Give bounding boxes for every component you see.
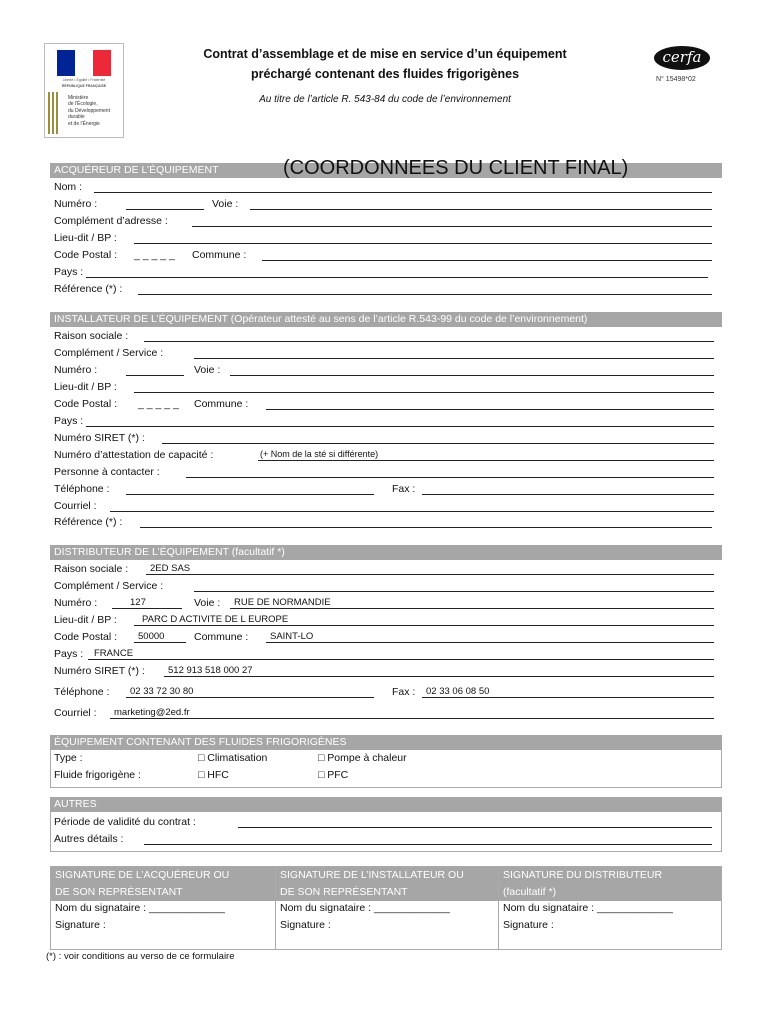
inst-raison-row: Raison sociale : (54, 328, 714, 345)
inst-lieudit-row: Lieu-dit / BP : (54, 379, 714, 396)
sig-inst-nom[interactable]: Nom du signataire : _____________ (280, 902, 450, 914)
pompe-chaleur-checkbox[interactable]: □ Pompe à chaleur (318, 752, 407, 764)
dist-numero-value: 127 (130, 597, 146, 608)
inst-pays-row: Pays : (54, 413, 714, 430)
section-acquereur-heading: ACQUÉREUR DE L’ÉQUIPEMENT (50, 163, 722, 178)
acq-complement-field[interactable] (192, 214, 712, 227)
acq-lieudit-row: Lieu-dit / BP : (54, 230, 714, 247)
form-title: Contrat d’assemblage et de mise en service d’un équipement préchargé contenant des fluides frigorigènes (203, 47, 567, 81)
acq-cp-field[interactable]: _ _ _ _ _ (134, 249, 175, 261)
rf-name: RÉPUBLIQUE FRANÇAISE (61, 84, 107, 88)
inst-numero-field[interactable] (126, 363, 184, 376)
signature-acquereur (51, 867, 276, 949)
autres-details-field[interactable] (144, 832, 712, 845)
cerfa-logo: cerfa (654, 46, 710, 70)
autres-periode-row: Période de validité du contrat : (54, 814, 714, 831)
dist-courriel-value: marketing@2ed.fr (114, 707, 190, 718)
inst-raison-field[interactable] (144, 329, 714, 342)
dist-raison-row: Raison sociale : 2ED SAS (54, 561, 714, 578)
dist-pays-field[interactable] (88, 647, 714, 660)
sig-acq-signature[interactable]: Signature : (55, 919, 106, 931)
dist-siret-field[interactable] (164, 664, 714, 677)
section-autres-heading: AUTRES (50, 797, 722, 812)
dist-complement-row: Complément / Service : (54, 578, 714, 595)
dist-commune-field[interactable] (266, 630, 714, 643)
section-distributeur-heading: DISTRIBUTEUR DE L’ÉQUIPEMENT (facultatif *) (50, 545, 722, 560)
acq-numero-field[interactable] (126, 197, 204, 210)
dist-telephone-value: 02 33 72 30 80 (130, 686, 194, 697)
cerfa-number: N° 15498*02 (656, 76, 696, 83)
sig-dist-heading: SIGNATURE DU DISTRIBUTEUR (facultatif *) (499, 867, 721, 901)
inst-personne-row: Personne à contacter : (54, 464, 714, 481)
sig-inst-heading: SIGNATURE DE L’INSTALLATEUR OU DE SON REPRÉSENTANT (276, 867, 498, 901)
ministry-logo-icon (47, 92, 61, 134)
acq-commune-field[interactable] (262, 248, 712, 261)
periode-validite-field[interactable] (238, 815, 712, 828)
acq-lieudit-field[interactable] (134, 231, 712, 244)
section-installateur-heading: INSTALLATEUR DE L’ÉQUIPEMENT (Opérateur attesté au sens de l’article R.543-99 du code de l’environnement) (50, 312, 722, 327)
french-flag-icon (57, 50, 111, 76)
inst-courriel-row: Courriel : (54, 498, 714, 515)
inst-attestation-row: Numéro d’attestation de capacité : (+ Nom de la sté si différente) (54, 447, 714, 464)
inst-commune-field[interactable] (266, 397, 714, 410)
inst-cp-field[interactable]: _ _ _ _ _ (138, 398, 179, 410)
rf-motto: Liberté • Égalité • Fraternité (62, 78, 106, 82)
dist-lieudit-field[interactable] (134, 613, 714, 626)
dist-telephone-field[interactable] (126, 685, 374, 698)
inst-siret-field[interactable] (162, 431, 714, 444)
climatisation-checkbox[interactable]: □ Climatisation (198, 752, 268, 764)
signature-installateur (276, 867, 499, 949)
dist-courriel-field[interactable] (110, 706, 714, 719)
sig-acq-nom[interactable]: Nom du signataire : _____________ (55, 902, 225, 914)
inst-lieudit-field[interactable] (134, 380, 714, 393)
inst-reference-row: Référence (*) : (54, 514, 714, 531)
inst-siret-row: Numéro SIRET (*) : (54, 430, 714, 447)
hfc-checkbox[interactable]: □ HFC (198, 769, 229, 781)
inst-complement-field[interactable] (194, 346, 714, 359)
signature-distributeur (499, 867, 721, 949)
ministry-name: Ministère de l'Écologie, du Développement durable et de l'Énergie (68, 95, 110, 127)
dist-complement-field[interactable] (194, 579, 714, 592)
dist-siret-row: Numéro SIRET (*) : 512 913 518 000 27 (54, 663, 714, 680)
inst-numero-row: Numéro : Voie : (54, 362, 714, 379)
dist-voie-value: RUE DE NORMANDIE (234, 597, 331, 608)
inst-courriel-field[interactable] (110, 499, 714, 512)
dist-fax-field[interactable] (422, 685, 714, 698)
acq-nom-row: Nom : (54, 179, 714, 196)
sig-dist-nom[interactable]: Nom du signataire : _____________ (503, 902, 673, 914)
dist-numero-field[interactable] (112, 596, 182, 609)
sig-dist-signature[interactable]: Signature : (503, 919, 554, 931)
inst-attestation-value: (+ Nom de la sté si différente) (260, 449, 379, 459)
inst-personne-field[interactable] (186, 465, 714, 478)
form-subtitle: Au titre de l’article R. 543-84 du code de l’environnement (259, 94, 511, 105)
equip-fluide-row: Fluide frigorigène : □ HFC □ PFC (54, 767, 714, 784)
acq-numero-row: Numéro : Voie : (54, 196, 714, 213)
dist-cp-row: Code Postal : 50000 Commune : SAINT-LO (54, 629, 714, 646)
inst-cp-row: Code Postal : _ _ _ _ _ Commune : (54, 396, 714, 413)
dist-cp-value: 50000 (138, 631, 165, 642)
acq-reference-field[interactable] (138, 282, 712, 295)
inst-voie-field[interactable] (230, 363, 714, 376)
dist-cp-field[interactable] (134, 630, 186, 643)
footnote: (*) : voir conditions au verso de ce formulaire (46, 951, 235, 962)
equip-type-row: Type : □ Climatisation □ Pompe à chaleur (54, 750, 714, 767)
inst-fax-field[interactable] (422, 482, 714, 495)
inst-complement-row: Complément / Service : (54, 345, 714, 362)
sig-acq-heading: SIGNATURE DE L’ACQUÉREUR OU DE SON REPRÉSENTANT (51, 867, 275, 901)
dist-lieudit-row: Lieu-dit / BP : PARC D ACTIVITE DE L EUROPE (54, 612, 714, 629)
dist-lieudit-value: PARC D ACTIVITE DE L EUROPE (142, 614, 289, 625)
dist-telephone-row: Téléphone : 02 33 72 30 80 Fax : 02 33 06 08 50 (54, 684, 714, 701)
client-final-note: (COORDONNEES DU CLIENT FINAL) (283, 157, 629, 179)
acq-reference-row: Référence (*) : (54, 281, 714, 298)
acq-complement-row: Complément d’adresse : (54, 213, 714, 230)
inst-pays-field[interactable] (86, 414, 714, 427)
dist-raison-value: 2ED SAS (150, 563, 191, 574)
dist-siret-value: 512 913 518 000 27 (168, 665, 253, 676)
acq-pays-field[interactable] (86, 265, 708, 278)
dist-fax-value: 02 33 06 08 50 (426, 686, 490, 697)
dist-numero-row: Numéro : 127 Voie : RUE DE NORMANDIE (54, 595, 714, 612)
acq-nom-field[interactable] (94, 180, 712, 193)
pfc-checkbox[interactable]: □ PFC (318, 769, 349, 781)
signatures-table (50, 866, 722, 950)
acq-pays-row: Pays : (54, 264, 714, 281)
dist-pays-value: FRANCE (94, 648, 134, 659)
sig-inst-signature[interactable]: Signature : (280, 919, 331, 931)
dist-raison-field[interactable] (146, 562, 714, 575)
dist-commune-value: SAINT-LO (270, 631, 314, 642)
inst-telephone-field[interactable] (126, 482, 374, 495)
dist-courriel-row: Courriel : marketing@2ed.fr (54, 705, 714, 722)
autres-details-row: Autres détails : (54, 831, 714, 848)
acq-cp-row: Code Postal : _ _ _ _ _ Commune : (54, 247, 714, 264)
acq-voie-field[interactable] (250, 197, 712, 210)
dist-pays-row: Pays : FRANCE (54, 646, 714, 663)
inst-telephone-row: Téléphone : Fax : (54, 481, 714, 498)
dist-voie-field[interactable] (230, 596, 714, 609)
inst-attestation-field[interactable] (258, 448, 714, 461)
section-equipement-heading: ÉQUIPEMENT CONTENANT DES FLUIDES FRIGORIGÈNES (50, 735, 722, 750)
inst-reference-field[interactable] (140, 515, 712, 528)
